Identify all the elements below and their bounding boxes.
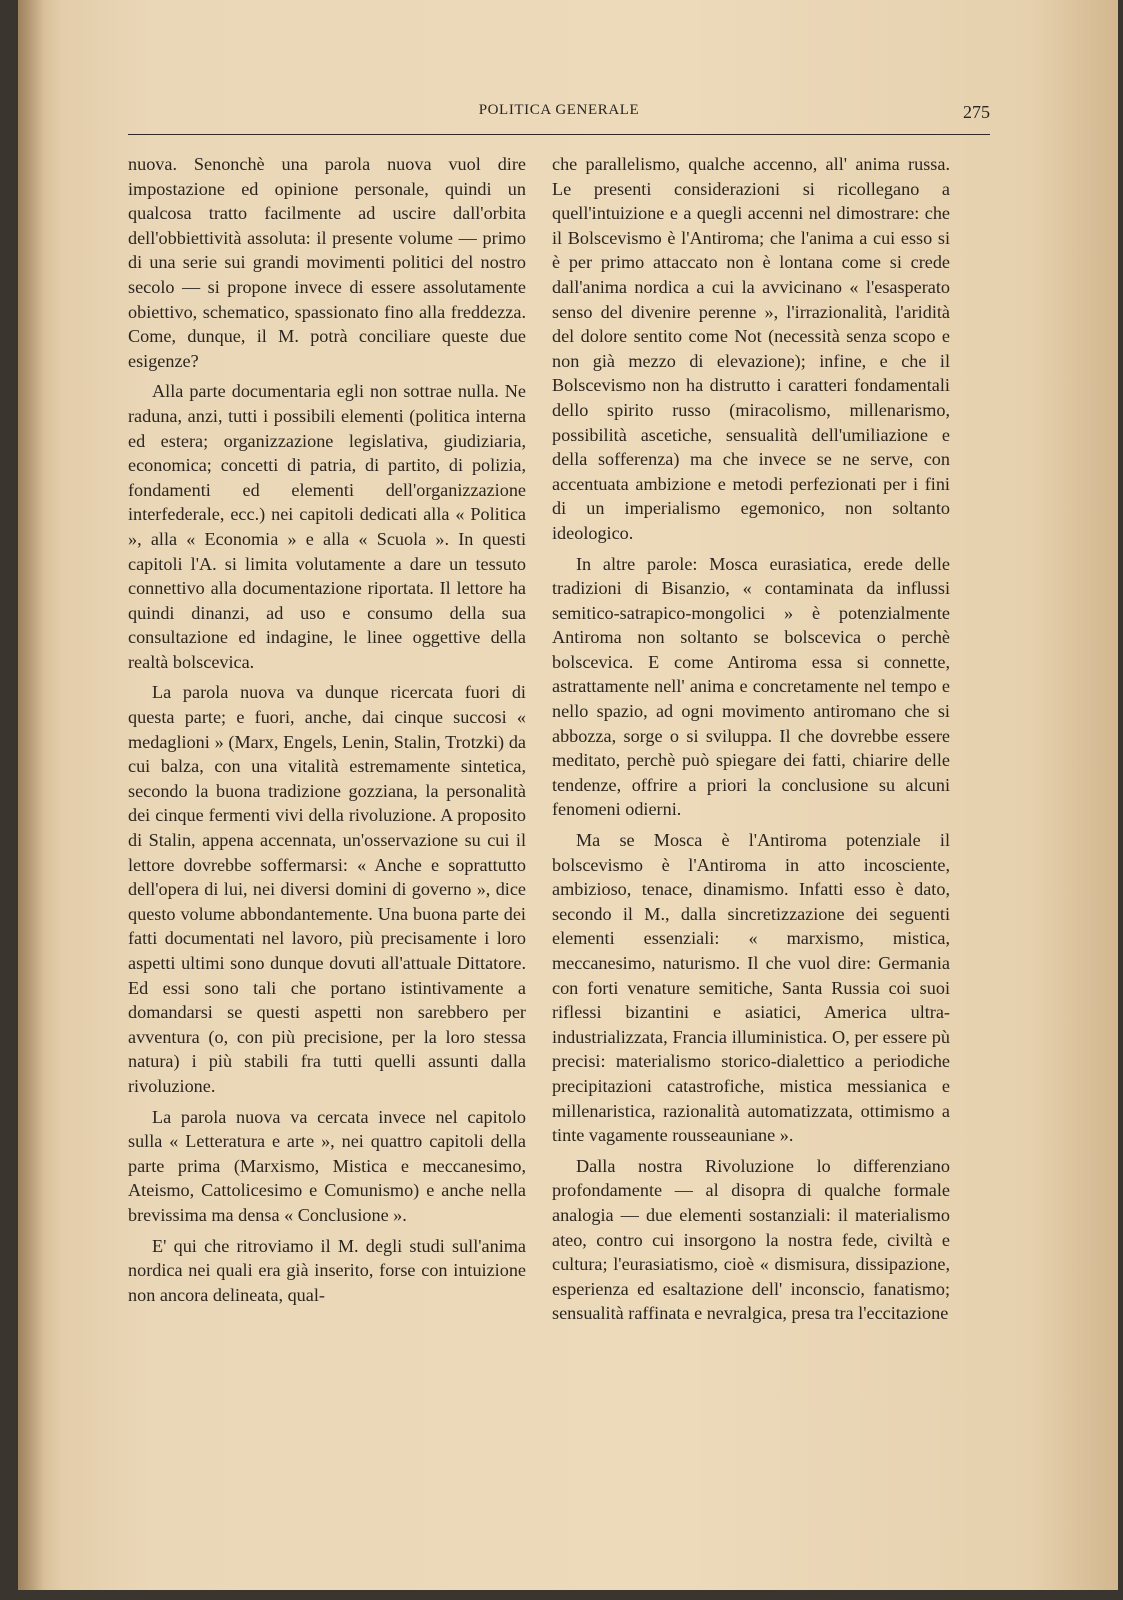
paragraph: Alla parte documentaria egli non sottrae nulla. Ne raduna, anzi, tutti i possibili elementi (politica interna ed estera; organizzazione legislativa, giudiziaria, economica; concetti di patria, di partito, di polizia, fondamenti ed elementi dell'organizzazione interfederale, ecc.) nei capitoli dedicati alla « Politica », alla « Economia » e alla « Scuola ». In questi capitoli l'A. si limita volutamente a dare un tessuto connettivo alla documentazione riportata. Il lettore ha quindi dinanzi, ad uso e consumo della sua consultazione ed indagine, le linee oggettive della realtà bolscevica. xyxy=(128,381,526,672)
paragraph: Dalla nostra Rivoluzione lo differenziano profondamente — al disopra di qualche formale analogia — due elementi sostanziali: il materialismo ateo, contro cui insorgono la nostra fede, civiltà e cultura; l'eurasiatismo, cioè « dismisura, dissipazione, esperienza ed esaltazione dell' inconscio, fanatismo; sensualità raffinata e nevralgica, presa tra l'eccitazione xyxy=(552,1155,950,1324)
paragraph: E' qui che ritroviamo il M. degli studi sull'anima nordica nei quali era già inserito, forse con intuizione non ancora delineata, qual- xyxy=(128,1235,526,1305)
header-rule xyxy=(128,134,990,135)
paragraph: Ma se Mosca è l'Antiroma potenziale il bolscevismo è l'Antiroma in atto incosciente, ambizioso, tenace, dinamismo. Infatti esso è dato, secondo il M., dalla sincretizzazione dei seguenti elementi essenziali: « marxismo, mistica, meccanesimo, naturismo. Il che vuol dire: Germania con forti venature semitiche, Santa Russia coi suoi riflessi bizantini e asiatici, America ultra-industrializzata, Francia illuministica. O, per essere pù precisi: materialismo storico-dialettico a periodiche precipitazioni catastrofiche, mistica messianica e millenaristica, razionalità automatizzata, ottimismo a tinte vagamente rousseauniane ». xyxy=(552,830,950,1146)
paragraph: In altre parole: Mosca eurasiatica, erede delle tradizioni di Bisanzio, « contaminata da influssi semitico-satrapico-mongolici » è potenzialmente Antiroma non soltanto se bolscevica o perchè bolscevica. E come Antiroma essa si connette, astrattamente nell' anima e concretamente nel tempo e nello spazio, ad ogni movimento antiromano che si abbozza, sorge o si sviluppa. Il che dovrebbe essere meditato, perchè può spiegare dei fatti, chiarire delle tendenze, offrire a priori la conclusione su alcuni fenomeni odierni. xyxy=(552,553,950,820)
left-column xyxy=(128,152,526,1313)
page-number: 275 xyxy=(963,102,990,122)
right-column xyxy=(552,152,950,1332)
running-title: POLITICA GENERALE xyxy=(478,102,640,118)
paragraph: nuova. Senonchè una parola nuova vuol dire impostazione ed opinione personale, quindi un qualcosa tratto facilmente ad uscire dall'orbita dell'obbiettività assoluta: il presente volume — primo di una serie sui grandi movimenti politici del nostro secolo — si propone invece di essere assolutamente obiettivo, schematico, spassionato fino alla freddezza. Come, dunque, il M. potrà conciliare queste due esigenze? xyxy=(128,154,526,371)
paragraph: La parola nuova va dunque ricercata fuori di questa parte; e fuori, anche, dai cinque succosi « medaglioni » (Marx, Engels, Lenin, Stalin, Trotzki) da cui balza, con una vitalità estremamente sintetica, secondo la buona tradizione gozziana, la personalità dei cinque fermenti vivi della rivoluzione. A proposito di Stalin, appena accennata, un'osservazione su cui il lettore dovrebbe soffermarsi: « Anche e soprattutto dell'opera di lui, nei diversi domini di governo », dice questo volume abbondantemente. Una buona parte dei fatti documentati nel lavoro, più precisamente i loro aspetti ultimi sono dunque dovuti all'attuale Dittatore. Ed essi sono tali che portano istintivamente a domandarsi se questi aspetti non sarebbero per avventura (o, con più precisione, per la loro stessa natura) i più stabili fra tutti quelli assunti dalla rivoluzione. xyxy=(128,682,526,1096)
book-page xyxy=(18,0,1118,1590)
page-header xyxy=(128,102,990,126)
paragraph: La parola nuova va cercata invece nel capitolo sulla « Letteratura e arte », nei quattro capitoli della parte prima (Marxismo, Mistica e meccanesimo, Ateismo, Cattolicesimo e Comunismo) e anche nella brevissima ma densa « Conclusione ». xyxy=(128,1106,526,1225)
paragraph: che parallelismo, qualche accenno, all' anima russa. Le presenti considerazioni si ricollegano a quell'intuizione e a quegli accenni nel dimostrare: che il Bolscevismo è l'Antiroma; che l'anima a cui esso si è per primo attaccato non è lontana come si crede dall'anima nordica a cui la avvicinano « l'esasperato senso del divenire perenne », l'irrazionalità, l'aridità del dolore sentito come Not (necessità senza scopo e non già mezzo di elevazione); infine, e che il Bolscevismo non ha distrutto i caratteri fondamentali dello spirito russo (miracolismo, millenarismo, possibilità ascetiche, sensualità dell'umiliazione e della sofferenza) ma che invece se ne serve, con accentuata ambizione e metodi perfezionati per i fini di un imperialismo egemonico, non soltanto ideologico. xyxy=(552,154,950,543)
